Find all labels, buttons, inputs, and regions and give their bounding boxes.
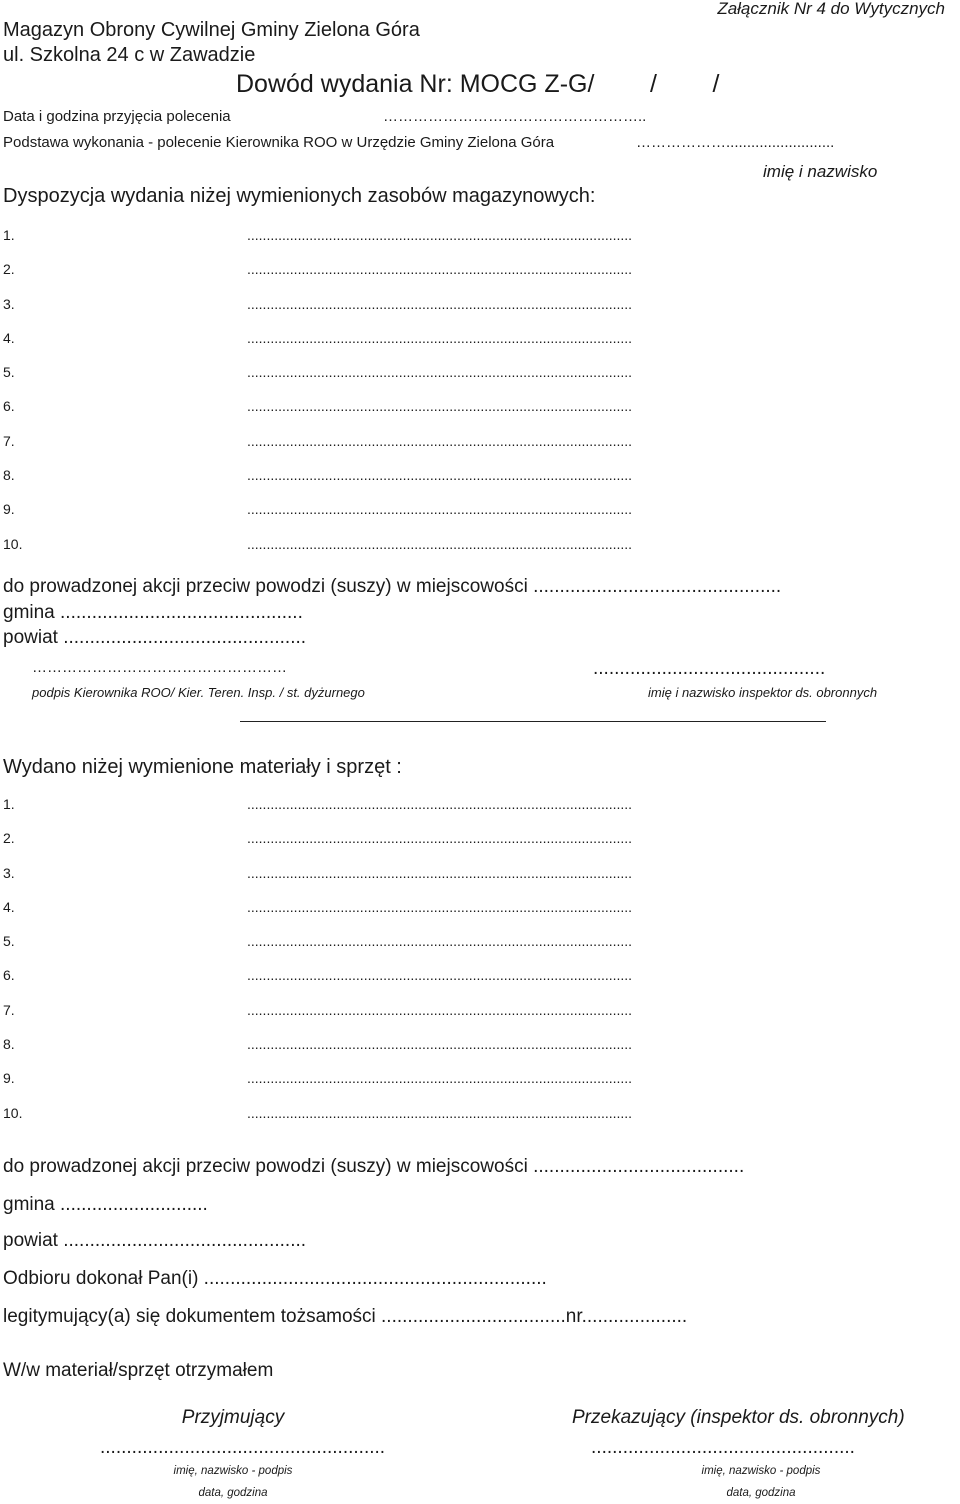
- issuer-signature-dots: ..................................................: [591, 1437, 855, 1458]
- document-title: Dowód wydania Nr: MOCG Z-G/ / /: [236, 70, 720, 98]
- attachment-label: Załącznik Nr 4 do Wytycznych: [717, 0, 945, 18]
- received-statement: W/w materiał/sprzęt otrzymałem: [3, 1360, 274, 1381]
- order-basis-label: Podstawa wykonania - polecenie Kierownika ROO w Urzędzie Gminy Zielona Góra: [3, 134, 555, 151]
- issuer-caption-date: data, godzina: [726, 1487, 796, 1499]
- name-caption: imię i nazwisko: [763, 162, 878, 181]
- receiver-caption-signature: imię, nazwisko - podpis: [173, 1465, 293, 1477]
- issuer-caption-signature: imię, nazwisko - podpis: [701, 1465, 821, 1477]
- section-divider: [240, 721, 826, 722]
- signature-right-dots: ............................................: [593, 658, 826, 679]
- receiver-line: Odbioru dokonał Pan(i) .................................................................: [3, 1268, 547, 1289]
- issued-powiat-line: powiat ..............................................: [3, 1230, 307, 1251]
- issued-gmina-line: gmina ............................: [3, 1194, 208, 1215]
- signature-left-dots: ……………………………………………: [32, 659, 287, 676]
- order-date-label: Data i godzina przyjęcia polecenia: [3, 108, 231, 125]
- org-name: Magazyn Obrony Cywilnej Gminy Zielona Góra: [3, 19, 420, 41]
- order-gmina-line: gmina ..............................................: [3, 602, 303, 623]
- org-address: ul. Szkolna 24 c w Zawadzie: [3, 44, 256, 66]
- issuer-title: Przekazujący (inspektor ds. obronnych): [572, 1407, 905, 1428]
- order-basis-dots: ………………..........................: [636, 134, 835, 151]
- receiver-title: Przyjmujący: [181, 1407, 285, 1428]
- order-powiat-line: powiat ..............................................: [3, 627, 307, 648]
- order-location-line: do prowadzonej akcji przeciw powodzi (suszy) w miejscowości ...............................................: [3, 576, 782, 597]
- order-date-dots: ……………………………………………..: [383, 108, 647, 125]
- issued-heading: Wydano niżej wymienione materiały i sprzęt :: [3, 756, 402, 778]
- issued-location-line: do prowadzonej akcji przeciw powodzi (suszy) w miejscowości ........................................: [3, 1156, 745, 1177]
- signature-left-caption: podpis Kierownika ROO/ Kier. Teren. Insp. / st. dyżurnego: [32, 685, 365, 700]
- receiver-caption-date: data, godzina: [198, 1487, 268, 1499]
- document-page: Magazyn Obrony Cywilnej Gminy Zielona Góra ul. Szkolna 24 c w Zawadzie Załącznik Nr 4 do Wytycznych Dowód wydania Nr: MOCG Z-G/ / / Data i godzina przyjęcia polecenia …………………………………………….. Podstawa wykonania - polecenie Kierownika ROO w Urzędzie Gminy Zielona Góra ……………….......................... imię i nazwisko Dyspozycja wydania niżej wymienionych zasobów magazynowych: 1. ................................................................................................... 2. ................................................................................................... 3. ................................................................................................... 4. ................................................................................................... 5. ................................................................................................... 6. ................................................................................................... 7. ................................................................................................... 8. ................................................................................................... 9. ................................................................................................... 10. ................................................................................................... do prowadzonej akcji przeciw powodzi (suszy) w miejscowości ............................................... gmina .............................................. powiat .............................................. …………………………………………… ............................................ podpis Kierownika ROO/ Kier. Teren. Insp. / st. dyżurnego imię i nazwisko inspektor ds. obronnych Wydano niżej wymienione materiały i sprzęt : 1. ................................................................................................... 2. ................................................................................................... 3. ................................................................................................... 4. ................................................................................................... 5. ................................................................................................... 6. ................................................................................................... 7. ................................................................................................... 8. ................................................................................................... 9. ................................................................................................... 10. ................................................................................................... do prowadzonej akcji przeciw powodzi (suszy) w miejscowości ........................................ gmina ............................ powiat .............................................. Odbioru dokonał Pan(i) ................................................................. legitymujący(a) się dokumentem tożsamości ...................................nr.................... W/w materiał/sprzęt otrzymałem Przyjmujący Przekazujący (inspektor ds. obronnych) ...................................................... .................................................. imię, nazwisko - podpis data, godzina imię, nazwisko - podpis data, godzina: [3, 0, 945, 1499]
- receiver-signature-dots: ......................................................: [100, 1437, 386, 1458]
- signature-right-caption: imię i nazwisko inspektor ds. obronnych: [648, 685, 878, 700]
- id-document-line: legitymujący(a) się dokumentem tożsamości ...................................nr....................: [3, 1306, 688, 1327]
- disposition-heading: Dyspozycja wydania niżej wymienionych zasobów magazynowych:: [3, 185, 596, 207]
